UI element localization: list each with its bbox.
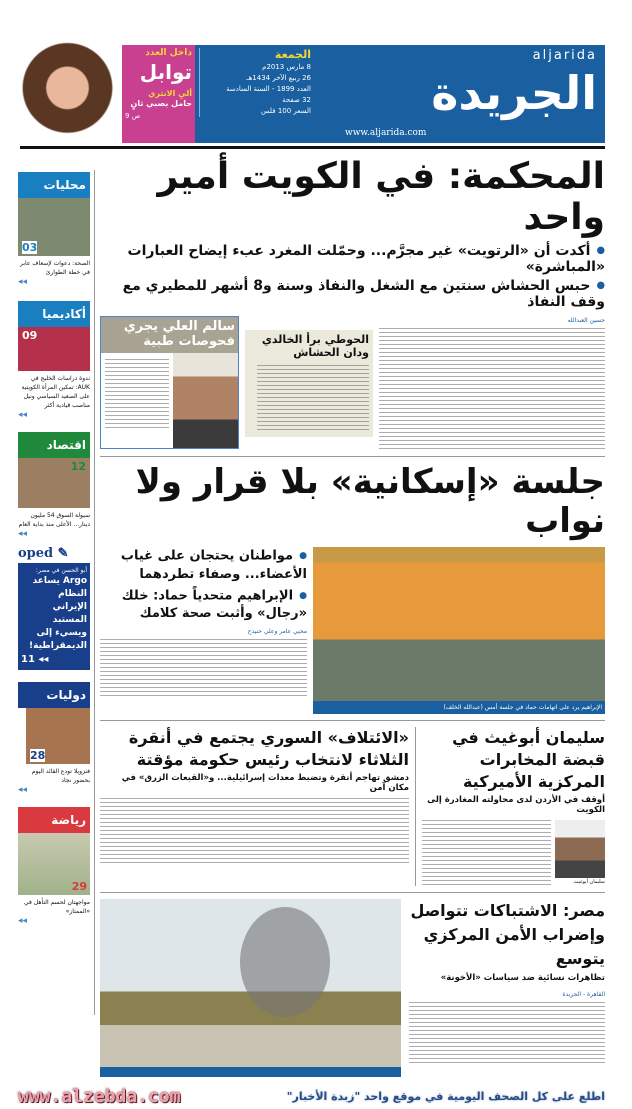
- section-label: محليات: [18, 172, 90, 198]
- session-byline: محيي عامر وعلي حنيدح: [247, 628, 307, 636]
- divider: [100, 456, 605, 457]
- page-number: 12: [70, 460, 86, 473]
- session-body: [100, 639, 307, 699]
- thumb: [18, 833, 90, 895]
- promo-box[interactable]: [122, 45, 195, 143]
- sidebar: [18, 172, 90, 926]
- pen-icon: ✎: [57, 546, 69, 561]
- syria-headline[interactable]: «الائتلاف» السوري يجتمع في أنقرة الثلاثاء لانتخاب رئيس حكومة مؤقتة: [128, 728, 409, 770]
- oped-box[interactable]: [18, 545, 90, 670]
- logo-en: aljarida: [532, 48, 597, 63]
- sidebar-rule: [94, 170, 95, 1015]
- box-title: ودان الحشاش: [293, 345, 369, 359]
- egypt-headline[interactable]: مصر: الاشتباكات تتواصل وإضراب الأمن المركزي يتوسع: [410, 900, 605, 968]
- teaser: فنزويلا تودع القائد اليوم بحضور نجاد: [31, 768, 90, 784]
- sidebar-item-sports[interactable]: [18, 807, 90, 926]
- promo-headline-b: حامل بصبي ثانٍ: [130, 99, 192, 108]
- promo-headline-a: أليِ الانثري: [148, 89, 192, 98]
- suleiman-photo: [555, 820, 605, 878]
- page-number: 29: [71, 880, 87, 893]
- syria-photo-caption: [100, 1067, 401, 1077]
- salem-photo: [173, 353, 238, 448]
- suleiman-sub: أوقف في الأردن لدى محاولته المغادرة إلى الكويت: [427, 795, 605, 816]
- lead-bullet: ● أكدت أن «الرتويت» غير مجرَّم... وحمّلت المغرد عبء إيضاح العبارات «المباشرة»: [100, 243, 605, 275]
- suleiman-body: [422, 820, 551, 886]
- lead-byline: حسين العبدالله: [567, 317, 605, 325]
- session-headline[interactable]: جلسة «إسكانية» بلا قرار ولا نواب: [135, 462, 605, 542]
- sidebar-item-academia[interactable]: [18, 301, 90, 420]
- divider: [100, 892, 605, 893]
- more-arrow-icon[interactable]: ◂◂: [18, 277, 28, 287]
- day: الجمعة: [274, 48, 311, 61]
- syria-body: [100, 798, 409, 864]
- promo-inside: داخل العدد: [145, 48, 192, 58]
- page-number: 28: [30, 749, 46, 762]
- box-hawti[interactable]: [245, 330, 373, 437]
- promo-section: توابل: [139, 60, 192, 84]
- section-label: رياضة: [18, 807, 90, 833]
- site-url[interactable]: www.aljarida.com: [345, 128, 427, 138]
- lead-bullet: ● حبس الحشاش سنتين مع الشغل والنفاذ وسنة و8 أشهر للمطيري مع وقف النفاذ: [100, 278, 605, 310]
- egypt-dateline: القاهرة - الجريدة: [562, 990, 605, 998]
- section-label: اقتصاد: [18, 432, 90, 458]
- date-hijri: 26 ربيع الآخر 1434هـ: [246, 74, 311, 82]
- divider: [100, 720, 605, 721]
- masthead: [195, 45, 605, 143]
- section-label: أكاديميا: [18, 301, 90, 327]
- box-title: الحوطي برأ الخالدي: [261, 333, 369, 347]
- syria-sub: دمشق تهاجم أنقرة وتضبط معدات إسرائيلية... و«القبعات الزرق» في مكان آمن: [121, 773, 409, 794]
- egypt-body: [409, 1002, 605, 1066]
- thumb: [18, 458, 90, 508]
- session-photo: [313, 547, 605, 701]
- more-arrow-icon[interactable]: ◂◂: [18, 916, 28, 926]
- page-number: 11: [21, 654, 35, 665]
- teaser: مواجهتان لحسم التأهل في «الممتاز»: [24, 899, 90, 915]
- box-salem[interactable]: [100, 316, 239, 449]
- oped-label: oped: [18, 546, 54, 561]
- more-arrow-icon[interactable]: ◂◂: [18, 785, 28, 795]
- sidebar-item-local[interactable]: [18, 172, 90, 287]
- box-title: سالم العلي يجري: [123, 319, 235, 335]
- promo-page: ص 9: [125, 112, 141, 120]
- egypt-sub: تظاهرات نسائية ضد سياسات «الأخونة»: [440, 972, 605, 983]
- teaser: سيولة السوق 54 مليون دينار... الأعلى منذ بداية العام: [18, 512, 90, 528]
- lead-headline[interactable]: المحكمة: في الكويت أمير واحد: [157, 156, 605, 239]
- pages: 32 صفحة: [282, 96, 311, 104]
- session-caption: الإبراهيم يرد على اتهامات حماد في جلسة أمس (عبدالله الخلف): [313, 701, 605, 714]
- page-number: 03: [22, 241, 38, 254]
- box-body: [257, 365, 369, 433]
- suleiman-photo-caption: سليمان أبوغيث: [573, 878, 605, 885]
- suleiman-headline[interactable]: سليمان أبوغيث في قبضة المخابرات المركزية الأميركية: [452, 728, 605, 792]
- issue: العدد 1899 - السنة السادسة: [226, 85, 311, 93]
- footer-site[interactable]: www.alzebda.com: [18, 1085, 181, 1107]
- page-number: 09: [22, 329, 38, 342]
- session-bullet: ● مواطنان يحتجان على غياب الأعضاء... وصفاء تطردهما: [100, 547, 307, 584]
- thumb: [18, 327, 90, 371]
- smoke: [240, 907, 330, 1017]
- sidebar-item-economy[interactable]: [18, 432, 90, 539]
- more-arrow-icon[interactable]: ◂◂: [18, 410, 28, 420]
- footer-text: اطلع على كل الصحف اليومية في موقع واحد "زبدة الأخبار": [286, 1089, 605, 1103]
- oped-author: أبو الحسن في مصر:: [35, 567, 87, 574]
- lead-body: [379, 328, 605, 450]
- thumb: [26, 708, 90, 764]
- footer-banner[interactable]: [18, 1085, 605, 1109]
- teaser: الصحة: دعوات لإسعاف عابر في خطة الطوارئ: [20, 260, 90, 276]
- header-rule: [20, 146, 605, 149]
- logo: الجريدة: [431, 66, 597, 120]
- more-arrow-icon[interactable]: ◂◂: [18, 529, 28, 539]
- teaser: ندوة دراسات الخليج في AUK: تمكين المرأة الكويتية على الصعيد السياسي ونيل مناصب قيادية أكثر: [21, 375, 90, 409]
- section-label: دوليات: [18, 682, 90, 708]
- promo-photo: [20, 42, 115, 144]
- date-greg: 8 مارس 2013م: [262, 63, 311, 71]
- box-body: [105, 359, 169, 429]
- thumb: [18, 198, 90, 256]
- sidebar-item-international[interactable]: [18, 682, 90, 795]
- oped-logo: [18, 545, 90, 563]
- price: السعر 100 فلس: [261, 107, 311, 115]
- session-bullet: ● الإبراهيم متحدياً حماد: خلك «رجال» وأثبت صحة كلامك: [100, 587, 307, 624]
- oped-title: Argo يساعد النظام الإيراني المستبد ويسيء إلى الديمقراطية!: [29, 576, 87, 651]
- box-title: فحوصات طبية: [143, 334, 235, 350]
- more-arrow-icon[interactable]: ◂◂: [38, 654, 49, 665]
